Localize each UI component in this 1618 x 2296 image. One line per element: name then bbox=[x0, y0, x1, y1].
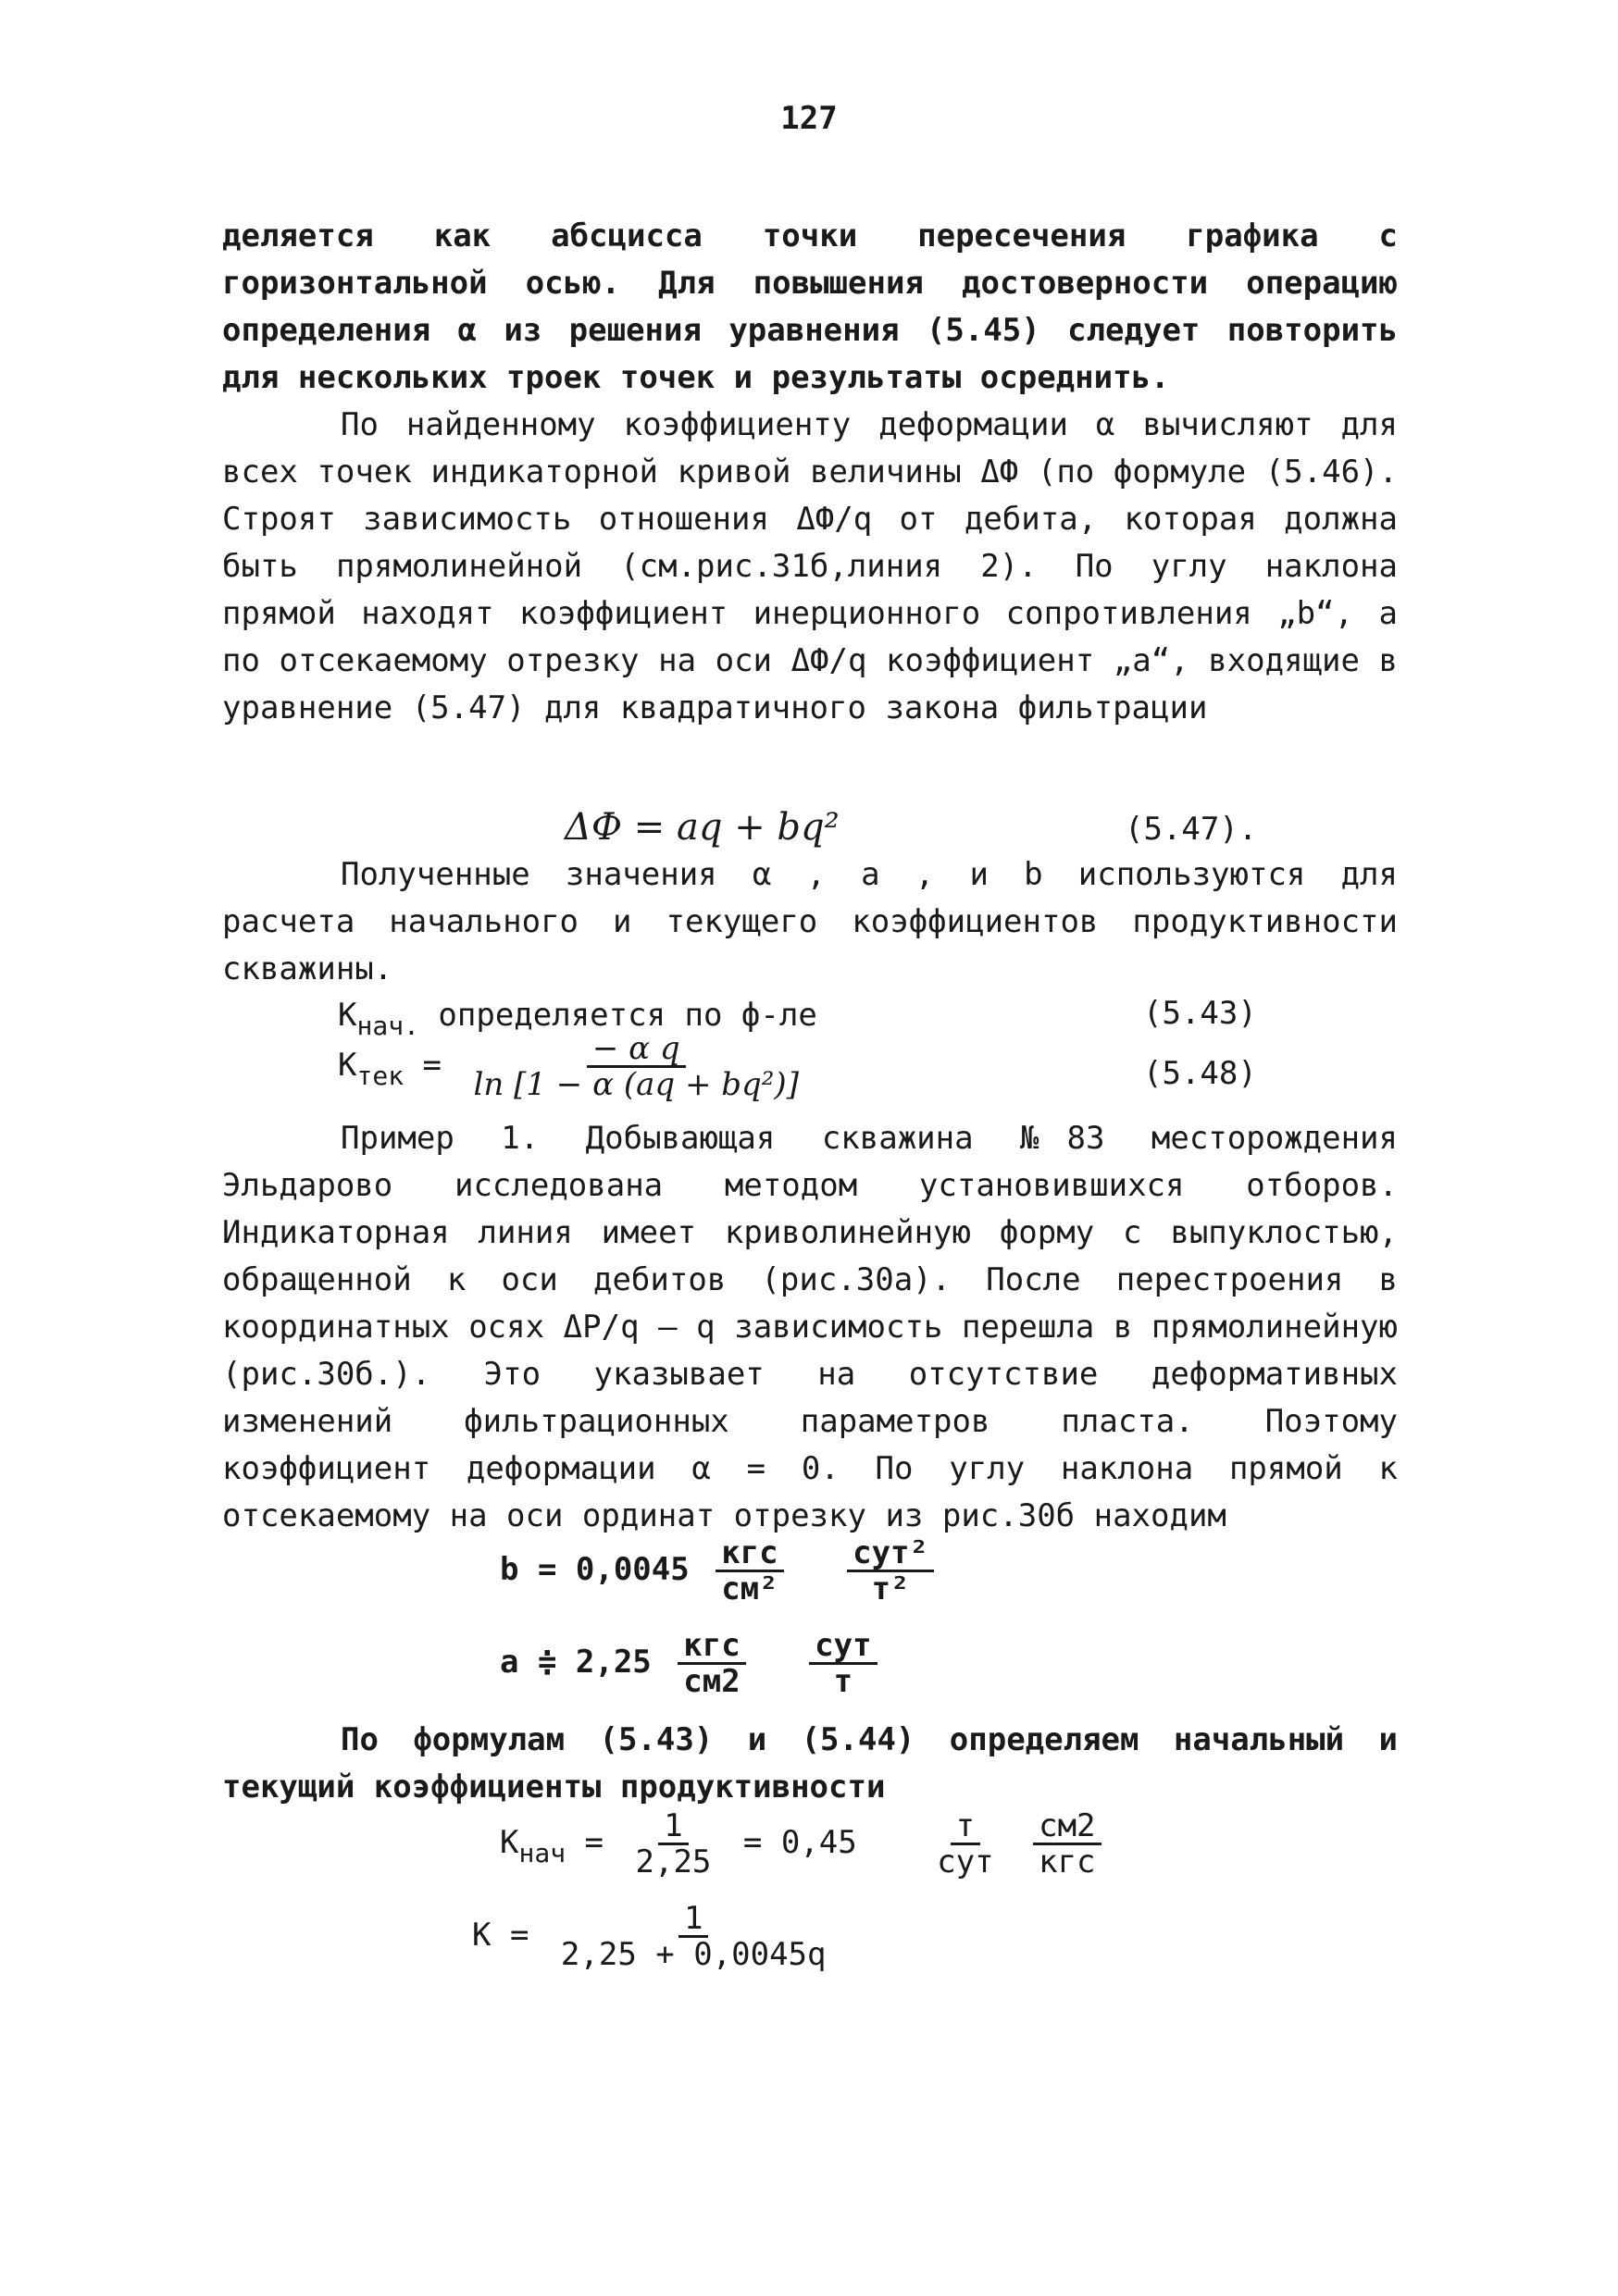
k-result-num: 1 bbox=[678, 1902, 708, 1938]
a-unit-1-den: см2 bbox=[683, 1663, 741, 1700]
ktek-equals: = bbox=[422, 1047, 442, 1084]
a-unit-1-num: кгс bbox=[678, 1629, 745, 1665]
knach-result-symbol: К bbox=[500, 1824, 519, 1861]
equation-5-47: ΔФ = aq + bq² bbox=[565, 806, 840, 849]
ktek-subscript: тек bbox=[356, 1061, 404, 1091]
knach-result-fraction bbox=[630, 1809, 717, 1879]
paragraph-5: По формулам (5.43) и (5.44) определяем начальный и текущий коэффициенты продуктивности bbox=[222, 1721, 1398, 1806]
knach-unit-2-num: см2 bbox=[1033, 1809, 1101, 1845]
ktek-denominator: ln [1 − α (aq + bq²)] bbox=[473, 1066, 799, 1103]
b-unit-2-den: т² bbox=[871, 1570, 910, 1607]
text-block-middle bbox=[222, 851, 1398, 993]
paragraph-4: Пример 1. Добывающая скважина №83 месторождения Эльдарово исследована методом установившихся отборов. Индикаторная линия имеет криволинейную форму с выпуклостью, обращенной к оси дебитов (рис.30а). После перестроения в координатных осях ΔP/q – q зависимость перешла в прямолинейную (рис.30б.). Это указывает на отсутствие деформативных изменений фильтрационных параметров пласта. Поэтому коэффициент деформации α = 0. По углу наклона прямой к отсекаемому на оси ординат отрезку из рис.30б находим bbox=[222, 1120, 1398, 1534]
knach-result-den: 2,25 bbox=[635, 1843, 712, 1880]
b-unit-1 bbox=[716, 1536, 783, 1606]
knach-unit-2-den: кгс bbox=[1039, 1843, 1096, 1880]
knach-unit-1-den: сут bbox=[937, 1843, 994, 1880]
knach-result-unit-2 bbox=[1033, 1809, 1101, 1879]
k-result-lhs: К = bbox=[472, 1917, 529, 1954]
text-block-bottom bbox=[222, 1717, 1398, 1811]
knach-text: определяется по ф-ле bbox=[438, 997, 817, 1034]
knach-result-value: = 0,45 bbox=[742, 1824, 857, 1861]
a-unit-2 bbox=[809, 1629, 877, 1698]
knach-result-line bbox=[500, 1809, 1109, 1879]
paragraph-2: По найденному коэффициенту деформации α вычисляют для всех точек индикаторной кривой величины ΔФ (по формуле (5.46). Строят зависимость отношения ΔФ/q от дебита, которая должна быть прямолинейной (см.рис.31б,линия 2). По углу наклона прямой находят коэффициент инерционного сопротивления „b“, а по отсекаемому отрезку на оси ΔФ/q коэффициент „a“, входящие в уравнение (5.47) для квадратичного закона фильтрации bbox=[222, 406, 1398, 726]
b-unit-2 bbox=[847, 1536, 934, 1606]
k-result-line bbox=[472, 1902, 839, 1971]
knach-result-equals: = bbox=[584, 1824, 604, 1861]
knach-result-num: 1 bbox=[658, 1809, 688, 1845]
ktek-fraction bbox=[468, 1032, 804, 1101]
knach-symbol: К bbox=[338, 997, 357, 1034]
b-value-line bbox=[500, 1536, 941, 1606]
equation-number-5-47: (5.47). bbox=[1125, 811, 1258, 848]
a-unit-2-num: сут bbox=[809, 1629, 877, 1665]
k-result-den: 2,25 + 0,0045q bbox=[560, 1936, 827, 1973]
text-block-top bbox=[222, 213, 1398, 732]
ktek-symbol: К bbox=[338, 1047, 357, 1084]
b-unit-1-num: кгс bbox=[716, 1536, 783, 1572]
knach-unit-1-num: т bbox=[951, 1809, 980, 1845]
b-unit-2-num: сут² bbox=[847, 1536, 934, 1572]
equation-number-5-48: (5.48) bbox=[1143, 1055, 1257, 1092]
b-unit-1-den: см² bbox=[721, 1570, 778, 1607]
text-block-example bbox=[222, 1115, 1398, 1540]
b-value: b = 0,0045 bbox=[500, 1551, 690, 1588]
paragraph-1: деляется как абсцисса точки пересечения графика с горизонтальной осью. Для повышения достоверности операцию определения α из решения уравнения (5.45) следует повторить для нескольких троек точек и результаты осреднить. bbox=[222, 217, 1398, 396]
a-unit-1 bbox=[678, 1629, 745, 1698]
knach-result-subscript: нач bbox=[518, 1838, 566, 1868]
ktek-formula bbox=[338, 1032, 812, 1101]
a-value: a ≑ 2,25 bbox=[500, 1644, 652, 1681]
equation-number-5-43: (5.43) bbox=[1143, 995, 1257, 1032]
ktek-numerator: − α q bbox=[587, 1032, 686, 1068]
a-value-line bbox=[500, 1629, 885, 1698]
knach-result-unit-1 bbox=[931, 1809, 999, 1879]
k-result-fraction bbox=[555, 1902, 832, 1971]
page-number: 127 bbox=[780, 100, 838, 137]
knach-subscript: нач. bbox=[356, 1011, 419, 1041]
a-unit-2-den: т bbox=[833, 1663, 853, 1700]
paragraph-3: Полученные значения α , a , и b используются для расчета начального и текущего коэффициентов продуктивности скважины. bbox=[222, 856, 1398, 987]
